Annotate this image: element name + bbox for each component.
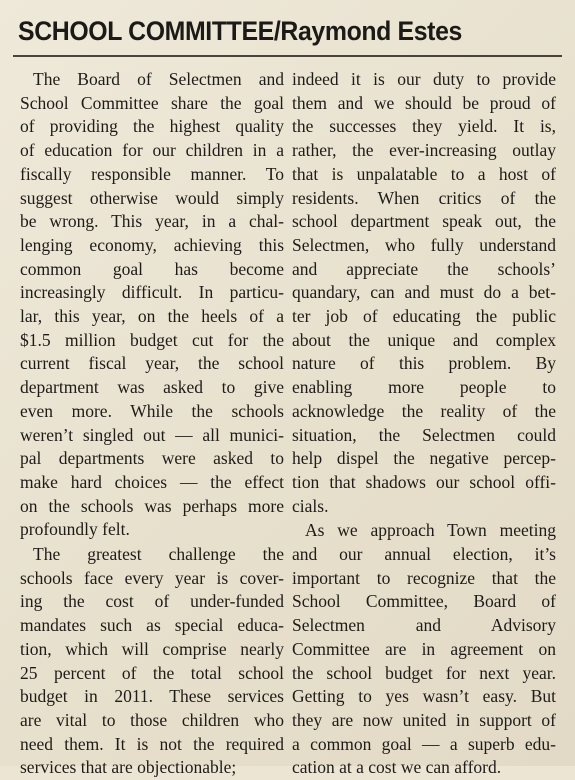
article-line: 25 percent of the total school (20, 662, 284, 683)
article-line: Getting to yes wasn’t easy. But (292, 686, 556, 707)
article-line: indeed it is our duty to provide (292, 69, 556, 89)
article-line: the school budget for next year. (292, 662, 556, 683)
article-line: school department speak out, the (292, 211, 556, 232)
article-line: tion, which will comprise nearly (20, 638, 284, 659)
article-line: department was asked to give (20, 377, 284, 398)
article-line: ing the cost of under-funded (20, 591, 284, 612)
article-line: ter job of educating the public (292, 306, 556, 327)
article-line: situation, the Selectmen could (292, 424, 556, 445)
article-line: are vital to those children who (20, 709, 284, 730)
article-line: Committee are in agreement on (292, 638, 556, 659)
article-line: Selectmen, who fully understand (292, 234, 556, 255)
article-line: weren’t singled out — all munici- (20, 424, 284, 445)
article-line: nature of this problem. By (292, 353, 556, 374)
article-line: As we approach Town meeting (305, 520, 556, 541)
article-line: acknowledge the reality of the (292, 400, 556, 421)
article-line: pal departments were asked to (20, 448, 284, 469)
article-paragraph (20, 68, 284, 542)
article-line: enabling more people to (292, 377, 556, 398)
article-line: the successes they yield. It is, (292, 116, 556, 137)
article-line: make hard choices — the effect (20, 471, 284, 492)
article-line: cials. (292, 495, 329, 516)
article-line: services that are objectionable; (20, 757, 237, 778)
article-column-left (20, 68, 284, 780)
article-line: of education for our children in a (20, 140, 284, 161)
article-line: budget in 2011. These services (20, 686, 284, 707)
article-line: tion that shadows our school offi- (292, 471, 556, 492)
article-line: School Committee share the goal (20, 92, 284, 113)
article-line: lar, this year, on the heels of a (20, 306, 284, 327)
article-line: common goal has become (20, 258, 284, 279)
article-line: and our annual election, it’s (292, 544, 556, 565)
article-line: The Board of Selectmen and (33, 69, 284, 89)
article-line: profoundly felt. (20, 519, 130, 540)
article-line: important to recognize that the (292, 567, 556, 588)
article-line: Selectmen and Advisory (292, 615, 556, 636)
article-line: fiscally responsible manner. To (20, 163, 284, 184)
article-line: School Committee, Board of (292, 591, 556, 612)
article-paragraph (20, 543, 284, 780)
article-line: The greatest challenge the (33, 544, 284, 565)
article-line: on the schools was perhaps more (20, 495, 284, 516)
article-line: need them. It is not the required (20, 733, 284, 754)
article-line: mandates such as special educa- (20, 615, 284, 636)
article-line: residents. When critics of the (292, 187, 556, 208)
article-line: schools face every year is cover- (20, 567, 284, 588)
article-line: increasingly difficult. In particu- (20, 282, 284, 303)
article-line: and appreciate the schools’ (292, 258, 556, 279)
article-line: quandary, can and must do a bet- (292, 282, 556, 303)
article-paragraph (292, 519, 556, 780)
article-line: $1.5 million budget cut for the (20, 329, 284, 350)
article-line: them and we should be proud of (292, 92, 556, 113)
headline-rule (13, 55, 562, 57)
article-line: about the unique and complex (292, 329, 556, 350)
article-line: cation at a cost we can afford. (292, 757, 502, 778)
article-line: be wrong. This year, in a chal- (20, 211, 284, 232)
article-line: they are now united in support of (292, 709, 556, 730)
article-line: that is unpalatable to a host of (292, 163, 556, 184)
article-paragraph (292, 68, 556, 518)
article-line: even more. While the schools (20, 400, 284, 421)
headline: SCHOOL COMMITTEE/Raymond Estes (18, 16, 462, 46)
article-line: current fiscal year, the school (20, 353, 284, 374)
article-line: help dispel the negative percep- (292, 448, 556, 469)
article-line: suggest otherwise would simply (20, 187, 284, 208)
article-line: lenging economy, achieving this (20, 234, 284, 255)
article-column-right (292, 68, 556, 780)
article-line: of providing the highest quality (20, 116, 284, 137)
article-line: rather, the ever-increasing outlay (292, 140, 556, 161)
article-line: a common goal — a superb edu- (292, 733, 556, 754)
